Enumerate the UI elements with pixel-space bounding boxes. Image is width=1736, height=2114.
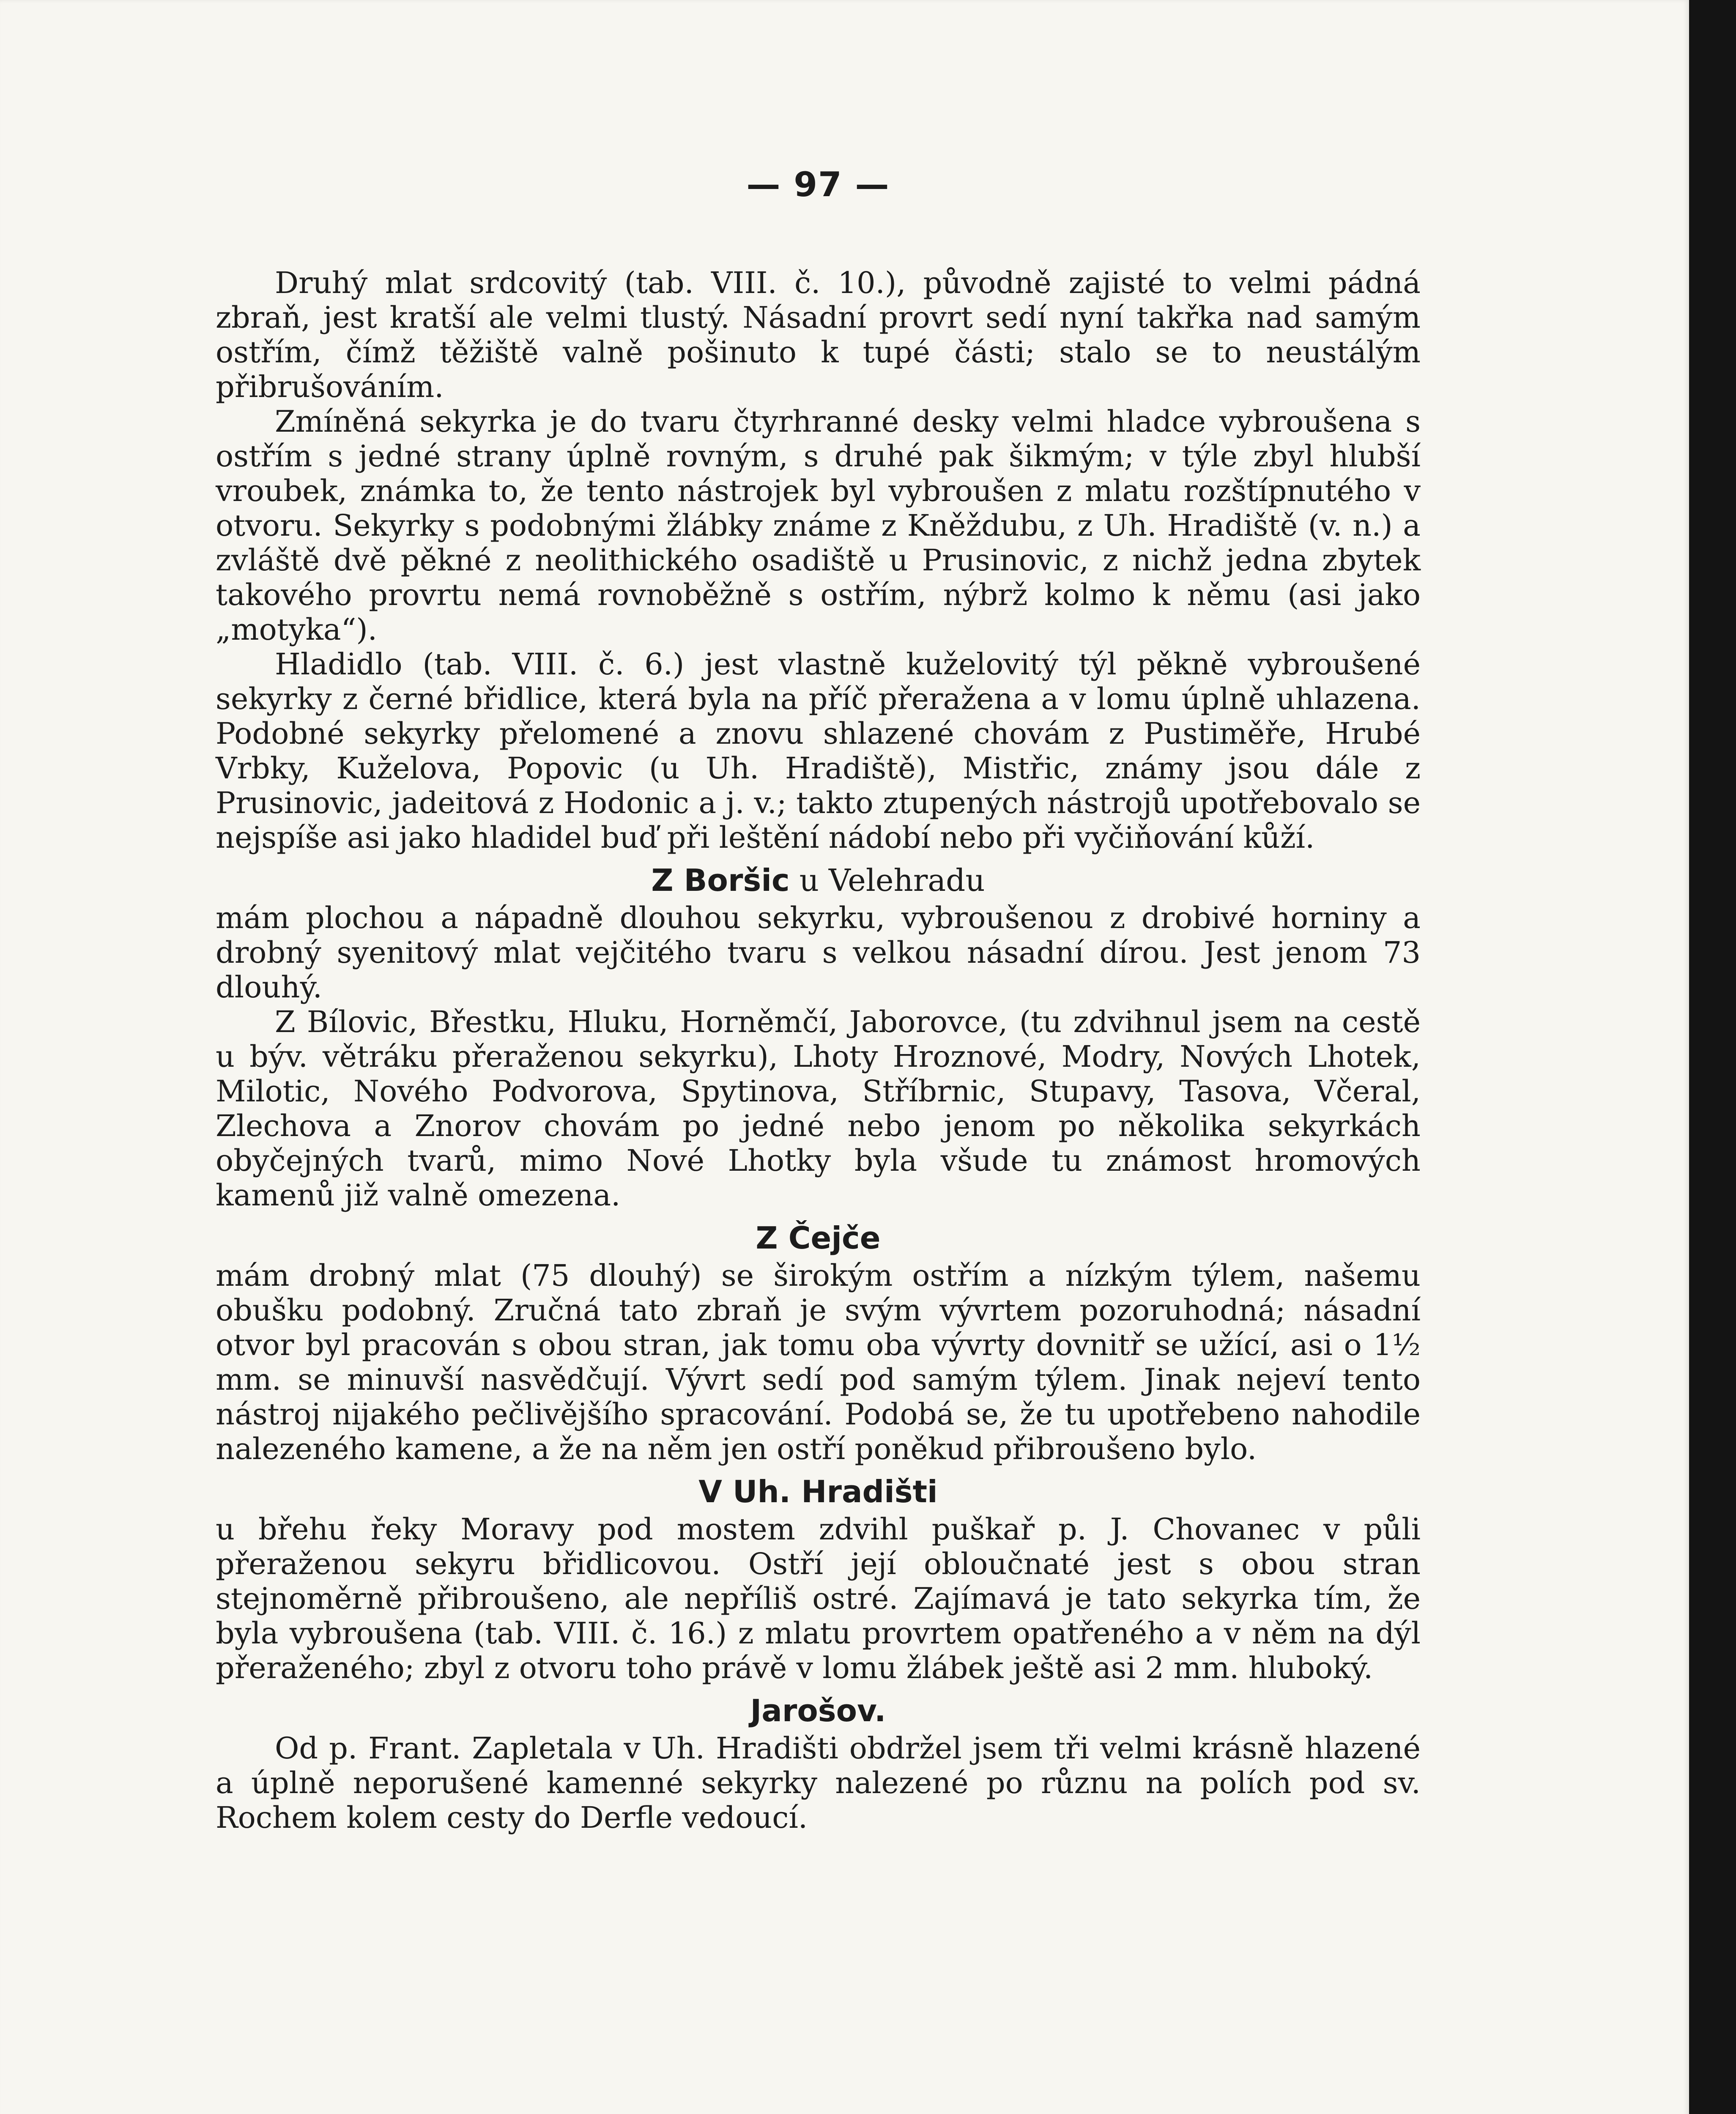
scan-dark-edge: [1689, 0, 1736, 2114]
heading-v-uh-hradisti: V Uh. Hradišti: [698, 1474, 938, 1509]
paragraph-cejc-mlat: mám drobný mlat (75 dlouhý) se širokým ostřím a nízkým týlem, našemu obušku podobný. Zručná tato zbraň je svým vývrtem pozoruhodná; násadní otvor byl pracován s obou stran, jak tomu oba vývrty dovnitř se užící, asi o 1½ mm. se minuvší nasvědčují. Vývrt sedí pod samým týlem. Jinak nejeví tento nástroj nijakého pečlivějšího spracování. Podobá se, že tu upotřebeno nahodile nalezeného kamene, a že na něm jen ostří poněkud přibroušeno bylo.: [216, 1258, 1421, 1466]
paragraph-localities-list: Z Bílovic, Břestku, Hluku, Horněmčí, Jaborovce, (tu zdvihnul jsem na cestě u býv. větráku přeraženou sekyrku), Lhoty Hroznové, Modry, Nových Lhotek, Milotic, Nového Podvorova, Spytinova, Stříbrnic, Stupavy, Tasova, Včeral, Zlechova a Znorov chovám po jedné nebo jenom po několika sekyrkách obyčejných tvarů, mimo Nové Lhotky byla všude tu známost hromových kamenů již valně omezena.: [216, 1005, 1421, 1213]
heading-z-borsic: [216, 860, 1421, 901]
heading-z-cejce: Z Čejče: [756, 1220, 881, 1256]
paragraph-druhy-mlat: Druhý mlat srdcovitý (tab. VIII. č. 10.), původně zajisté to velmi pádná zbraň, jest kratší ale velmi tlustý. Násadní provrt sedí nyní takřka nad samým ostřím, čímž těžiště valně pošinuto k tupé části; stalo se to neustálým přibrušováním.: [216, 266, 1421, 404]
paragraph-borsice-finds: mám plochou a nápadně dlouhou sekyrku, vybroušenou z drobivé horniny a drobný syenitový mlat vejčitého tvaru s velkou násadní dírou. Jest jenom 73 dlouhý.: [216, 901, 1421, 1005]
paragraph-hladidlo: Hladidlo (tab. VIII. č. 6.) jest vlastně kuželovitý týl pěkně vybroušené sekyrky z černé břidlice, která byla na příč přeražena a v lomu úplně uhlazena. Podobné sekyrky přelomené a znovu shlazené chovám z Pustiměře, Hrubé Vrbky, Kuželova, Popovic (u Uh. Hradiště), Mistřic, známy jsou dále z Prusinovic, jadeitová z Hodonic a j. v.; takto ztupených nástrojů upotřebovalo se nejspíše asi jako hladidel buď při leštění nádobí nebo při vyčiňování kůží.: [216, 647, 1421, 855]
heading-z-borsic-tail: u Velehradu: [789, 863, 985, 898]
paragraph-hradiste-sekyra: u břehu řeky Moravy pod mostem zdvihl puškař p. J. Chovanec v půli přeraženou sekyru břidlicovou. Ostří její obloučnaté jest s obou stran stejnoměrně přibroušeno, ale nepříliš ostré. Zajímavá je tato sekyrka tím, že byla vybroušena (tab. VIII. č. 16.) z mlatu provrtem opatřeného a v něm na dýl přeraženého; zbyl z otvoru toho právě v lomu žlábek ještě asi 2 mm. hluboký.: [216, 1512, 1421, 1685]
page-content: [216, 165, 1421, 1835]
heading-z-borsic-bold: Z Boršic: [651, 863, 790, 898]
page-number: — 97 —: [746, 165, 890, 204]
paragraph-zminena-sekyrka: Zmíněná sekyrka je do tvaru čtyrhranné desky velmi hladce vybroušena s ostřím s jedné strany úplně rovným, s druhé pak šikmým; v týle zbyl hlubší vroubek, známka to, že tento nástrojek byl vybroušen z mlatu rozštípnutého v otvoru. Sekyrky s podobnými žlábky známe z Kněždubu, z Uh. Hradiště (v. n.) a zvláště dvě pěkné z neolithického osadiště u Prusinovic, z nichž jedna zbytek takového provrtu nemá rovnoběžně s ostřím, nýbrž kolmo k němu (asi jako „motyka“).: [216, 404, 1421, 647]
paragraph-jarosov-sekyrky: Od p. Frant. Zapletala v Uh. Hradišti obdržel jsem tři velmi krásně hlazené a úplně neporušené kamenné sekyrky nalezené po různu na polích pod sv. Rochem kolem cesty do Derfle vedoucí.: [216, 1731, 1421, 1835]
heading-jarosov: Jarošov.: [750, 1693, 886, 1728]
